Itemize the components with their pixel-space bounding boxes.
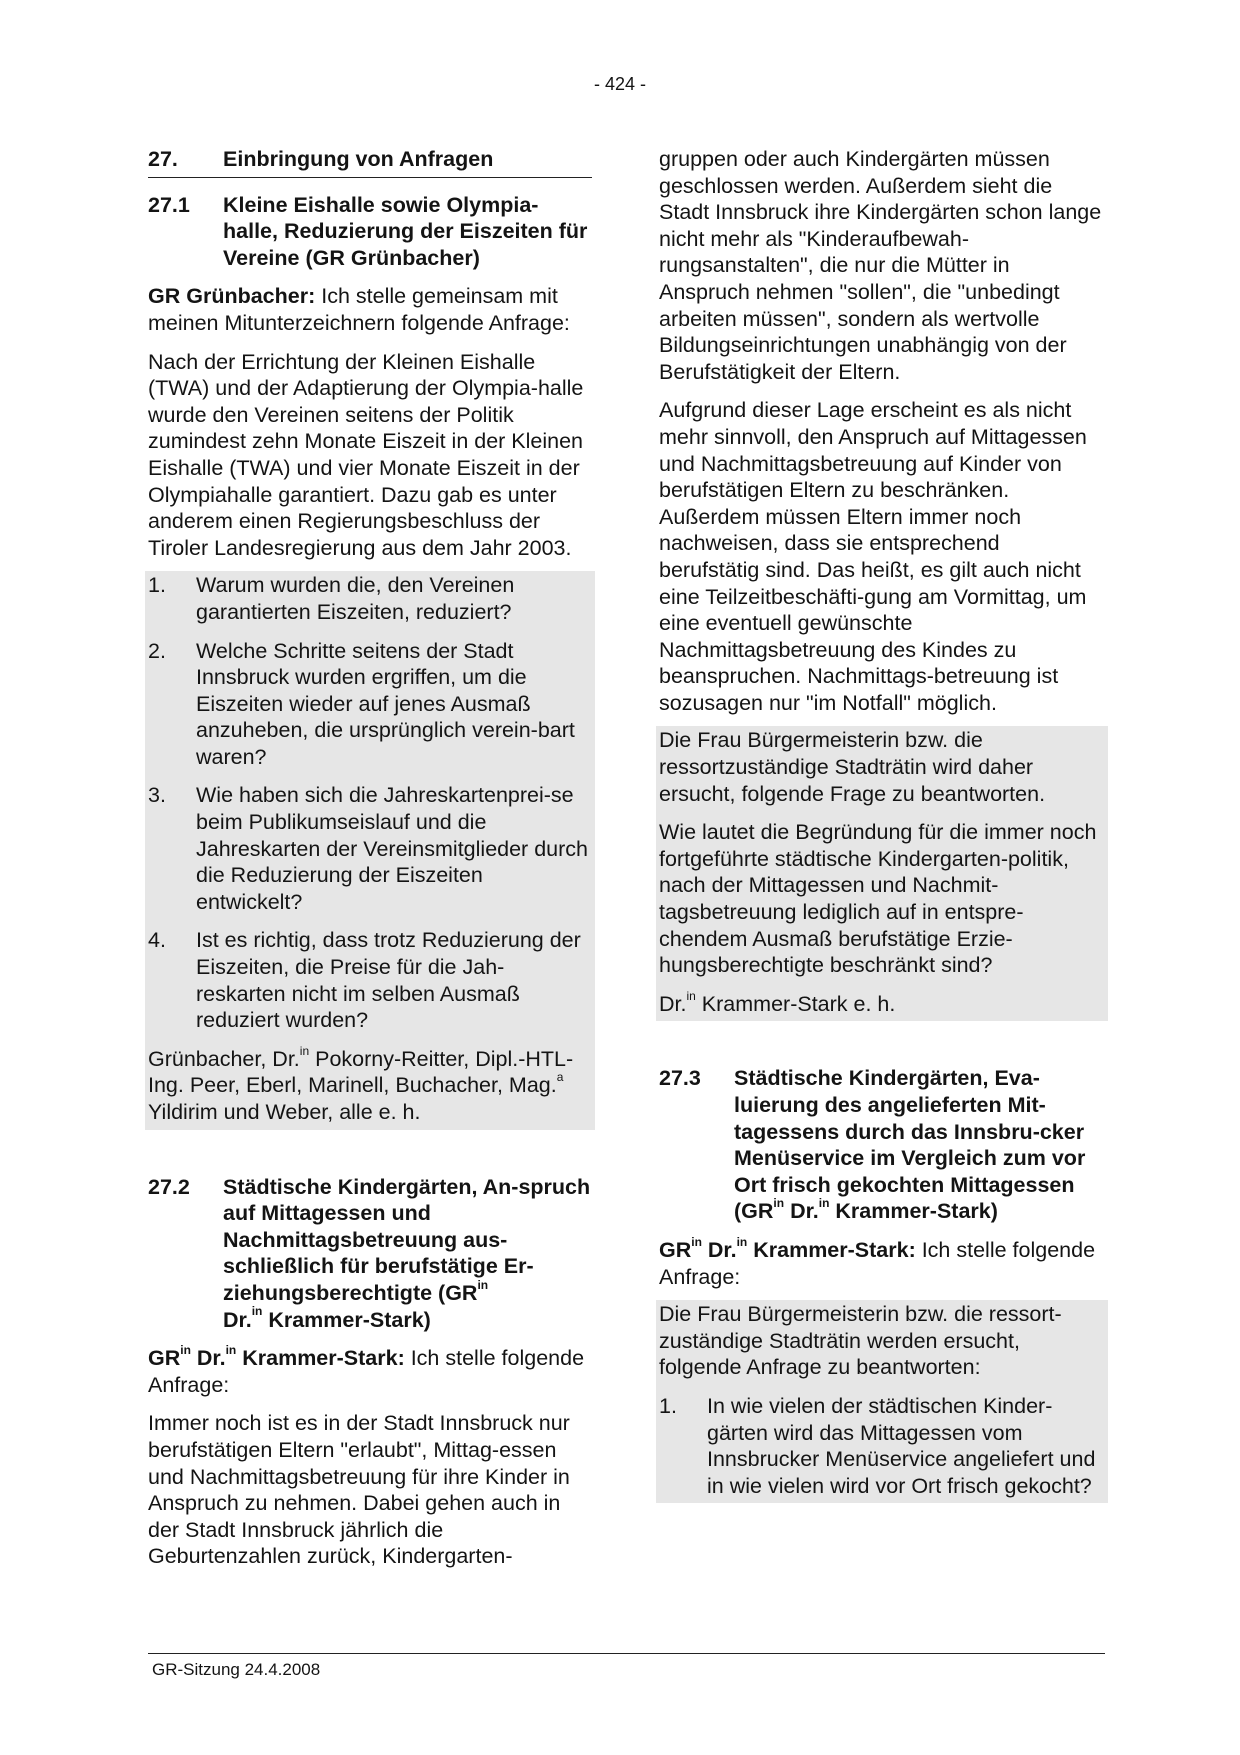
signature-part: Dr. bbox=[659, 991, 687, 1016]
speaker-paragraph bbox=[148, 1345, 592, 1398]
list-text: Welche Schritte seitens der Stadt Innsbruck wurden ergriffen, um die Eiszeiten wieder auf jenes Ausmaß anzuheben, die ursprünglich verein-bart waren? bbox=[196, 638, 575, 769]
speaker-part: Dr. bbox=[701, 1237, 737, 1262]
signatories-part: Grünbacher, Dr. bbox=[148, 1046, 300, 1071]
subsection-title: Kleine Eishalle sowie Olympia-halle, Reduzierung der Eiszeiten für Vereine (GR Grünbacher) bbox=[223, 192, 588, 270]
subsection-heading-27-3 bbox=[659, 1065, 1105, 1225]
subsection-heading-27-2 bbox=[148, 1174, 592, 1334]
speaker-paragraph bbox=[659, 1234, 1105, 1290]
signatories-part: Yildirim und Weber, alle e. h. bbox=[148, 1100, 421, 1124]
signatories-part: Pokorny-Reitter, Dipl.-HTL-Ing. Peer, Eberl, Marinell, Buchacher, Mag. bbox=[148, 1046, 574, 1098]
speaker-intro: Ich stelle folgende Anfrage: bbox=[148, 1346, 585, 1397]
request-box bbox=[656, 1300, 1108, 1503]
footer-text: GR-Sitzung 24.4.2008 bbox=[152, 1660, 321, 1679]
subsection-title bbox=[223, 1174, 592, 1334]
speaker-intro: Ich stelle gemeinsam mit meinen Mitunterzeichnern folgende Anfrage: bbox=[148, 284, 570, 335]
list-item bbox=[148, 782, 592, 915]
right-column bbox=[659, 146, 1105, 1503]
section-heading-27 bbox=[148, 146, 592, 178]
signature bbox=[659, 988, 1105, 1018]
request-box bbox=[656, 726, 1108, 1021]
speaker-name bbox=[148, 1343, 405, 1371]
subsection-number: 27.3 bbox=[659, 1066, 701, 1091]
body-paragraph: Nach der Errichtung der Kleinen Eishalle (TWA) und der Adaptierung der Olympia-halle wurde den Vereinen seitens der Politik zumindest zehn Monate Eiszeit in der Kleinen Eishalle (TWA) und vier Monate Eiszeit in der Olympiahalle garantiert. Dazu gab es unter anderem einen Regierungsbeschluss der Tiroler Landesregierung aus dem Jahr 2003. bbox=[148, 349, 584, 560]
question-paragraph: Wie lautet die Begründung für die immer noch fortgeführte städtische Kindergarten-politik, nach der Mittagessen und Nachmit-tagsbetreuung lediglich auf in entspre-chendem Ausmaß berufstätige Erzie-hungsberechtigte beschränkt sind? bbox=[659, 820, 1097, 978]
speaker-part: Dr. bbox=[190, 1346, 226, 1371]
title-part: Krammer-Stark) bbox=[262, 1307, 431, 1332]
subsection-number: 27.1 bbox=[148, 192, 190, 217]
speaker-part: Krammer-Stark: bbox=[747, 1237, 916, 1262]
subsection-title bbox=[734, 1065, 1105, 1225]
signatories bbox=[148, 1043, 592, 1126]
speaker-part: Krammer-Stark: bbox=[236, 1346, 405, 1371]
section-number: 27. bbox=[148, 147, 178, 171]
superscript: in bbox=[299, 1043, 310, 1058]
title-part: Krammer-Stark) bbox=[829, 1199, 998, 1224]
speaker-intro: Ich stelle folgende Anfrage: bbox=[659, 1237, 1096, 1289]
superscript: in bbox=[225, 1343, 237, 1357]
list-item bbox=[148, 572, 592, 625]
subsection-number: 27.2 bbox=[148, 1174, 190, 1199]
list-item bbox=[148, 927, 592, 1033]
left-column bbox=[148, 146, 592, 1570]
speaker-name bbox=[659, 1234, 916, 1262]
superscript: in bbox=[818, 1196, 830, 1211]
superscript: in bbox=[691, 1234, 702, 1249]
title-part: Dr. bbox=[223, 1307, 252, 1332]
list-text: In wie vielen der städtischen Kinder-gärten wird das Mittagessen vom Innsbrucker Menüservice angeliefert und in wie vielen wird vor Ort frisch gekocht? bbox=[707, 1393, 1096, 1498]
superscript: in bbox=[686, 988, 696, 1003]
body-paragraph: Aufgrund dieser Lage erscheint es als nicht mehr sinnvoll, den Anspruch auf Mittagessen und Nachmittagsbetreuung auf Kinder von berufstätigen Eltern zu beschränken. Außerdem müssen Eltern immer noch nachweisen, dass sie entsprechend berufstätig sind. Das heißt, es gilt auch nicht eine Teilzeitbeschäfti-gung am Vormittag, um eine eventuell gewünschte Nachmittagsbetreuung des Kindes zu beanspruchen. Nachmittags-betreuung ist sozusagen nur "im Notfall" möglich. bbox=[659, 398, 1087, 715]
request-paragraph: Die Frau Bürgermeisterin bzw. die ressort-zuständige Stadträtin werden ersucht, folgende Anfrage zu beantworten: bbox=[659, 1302, 1062, 1380]
title-part: Städtische Kindergärten, An-spruch auf Mittagessen und Nachmittagsbetreuung aus-schließlich für berufstätige Er-ziehungsberechtigte (GR bbox=[223, 1174, 591, 1305]
footer-divider bbox=[148, 1653, 1105, 1654]
list-text: Wie haben sich die Jahreskartenprei-se beim Publikumseislauf und die Jahreskarten der Vereinsmitglieder durch die Reduzierung der Eiszeiten entwickelt? bbox=[196, 783, 588, 914]
list-number: 1. bbox=[148, 573, 166, 598]
body-paragraph: Immer noch ist es in der Stadt Innsbruck nur berufstätigen Eltern "erlaubt", Mittag-essen und Nachmittagsbetreuung für ihre Kinder in Anspruch zu nehmen. Dabei gehen auch in der Stadt Innsbruck jährlich die Geburtenzahlen zurück, Kindergarten- bbox=[148, 1411, 570, 1569]
list-number: 1. bbox=[659, 1393, 677, 1418]
speaker-name: GR Grünbacher: bbox=[148, 284, 316, 309]
body-paragraph: gruppen oder auch Kindergärten müssen geschlossen werden. Außerdem sieht die Stadt Innsbruck ihre Kindergärten schon lange nicht mehr als "Kinderaufbewah-rungsanstalten", die nur die Mütter in Anspruch nehmen "sollen", die "unbedingt arbeiten müssen", sondern als wertvolle Bildungseinrichtungen unabhängig von der Berufstätigkeit der Eltern. bbox=[659, 147, 1102, 384]
signature-part: Krammer-Stark e. h. bbox=[695, 991, 896, 1016]
speaker-part: GR bbox=[659, 1237, 692, 1262]
request-paragraph: Die Frau Bürgermeisterin bzw. die ressortzuständige Stadträtin wird daher ersucht, folgende Frage zu beantworten. bbox=[659, 728, 1046, 806]
subsection-heading-27-1 bbox=[148, 192, 592, 272]
list-number: 2. bbox=[148, 638, 166, 663]
title-part: Städtische Kindergärten, Eva-luierung des angelieferten Mit-tagessens durch das Innsbru-cker Menüservice im Vergleich zum vor Ort frisch gekochten Mittagessen (GR bbox=[734, 1066, 1086, 1224]
list-text: Warum wurden die, den Vereinen garantierten Eiszeiten, reduziert? bbox=[196, 573, 515, 624]
section-title: Einbringung von Anfragen bbox=[223, 147, 494, 171]
superscript: in bbox=[180, 1343, 191, 1357]
speaker-paragraph bbox=[148, 283, 592, 336]
superscript: in bbox=[736, 1234, 748, 1249]
superscript: in bbox=[773, 1196, 785, 1211]
list-number: 4. bbox=[148, 928, 166, 953]
list-item bbox=[659, 1393, 1105, 1499]
superscript: in bbox=[477, 1277, 489, 1292]
speaker-part: GR bbox=[148, 1346, 181, 1371]
page-number: - 424 - bbox=[593, 74, 647, 94]
title-part: Dr. bbox=[784, 1199, 819, 1224]
question-box bbox=[145, 571, 595, 1129]
list-item bbox=[148, 638, 592, 771]
list-number: 3. bbox=[148, 783, 166, 808]
list-text: Ist es richtig, dass trotz Reduzierung der Eiszeiten, die Preise für die Jah-reskarten nicht im selben Ausmaß reduziert wurden? bbox=[196, 928, 581, 1033]
superscript: in bbox=[251, 1304, 263, 1319]
superscript: a bbox=[556, 1070, 564, 1085]
